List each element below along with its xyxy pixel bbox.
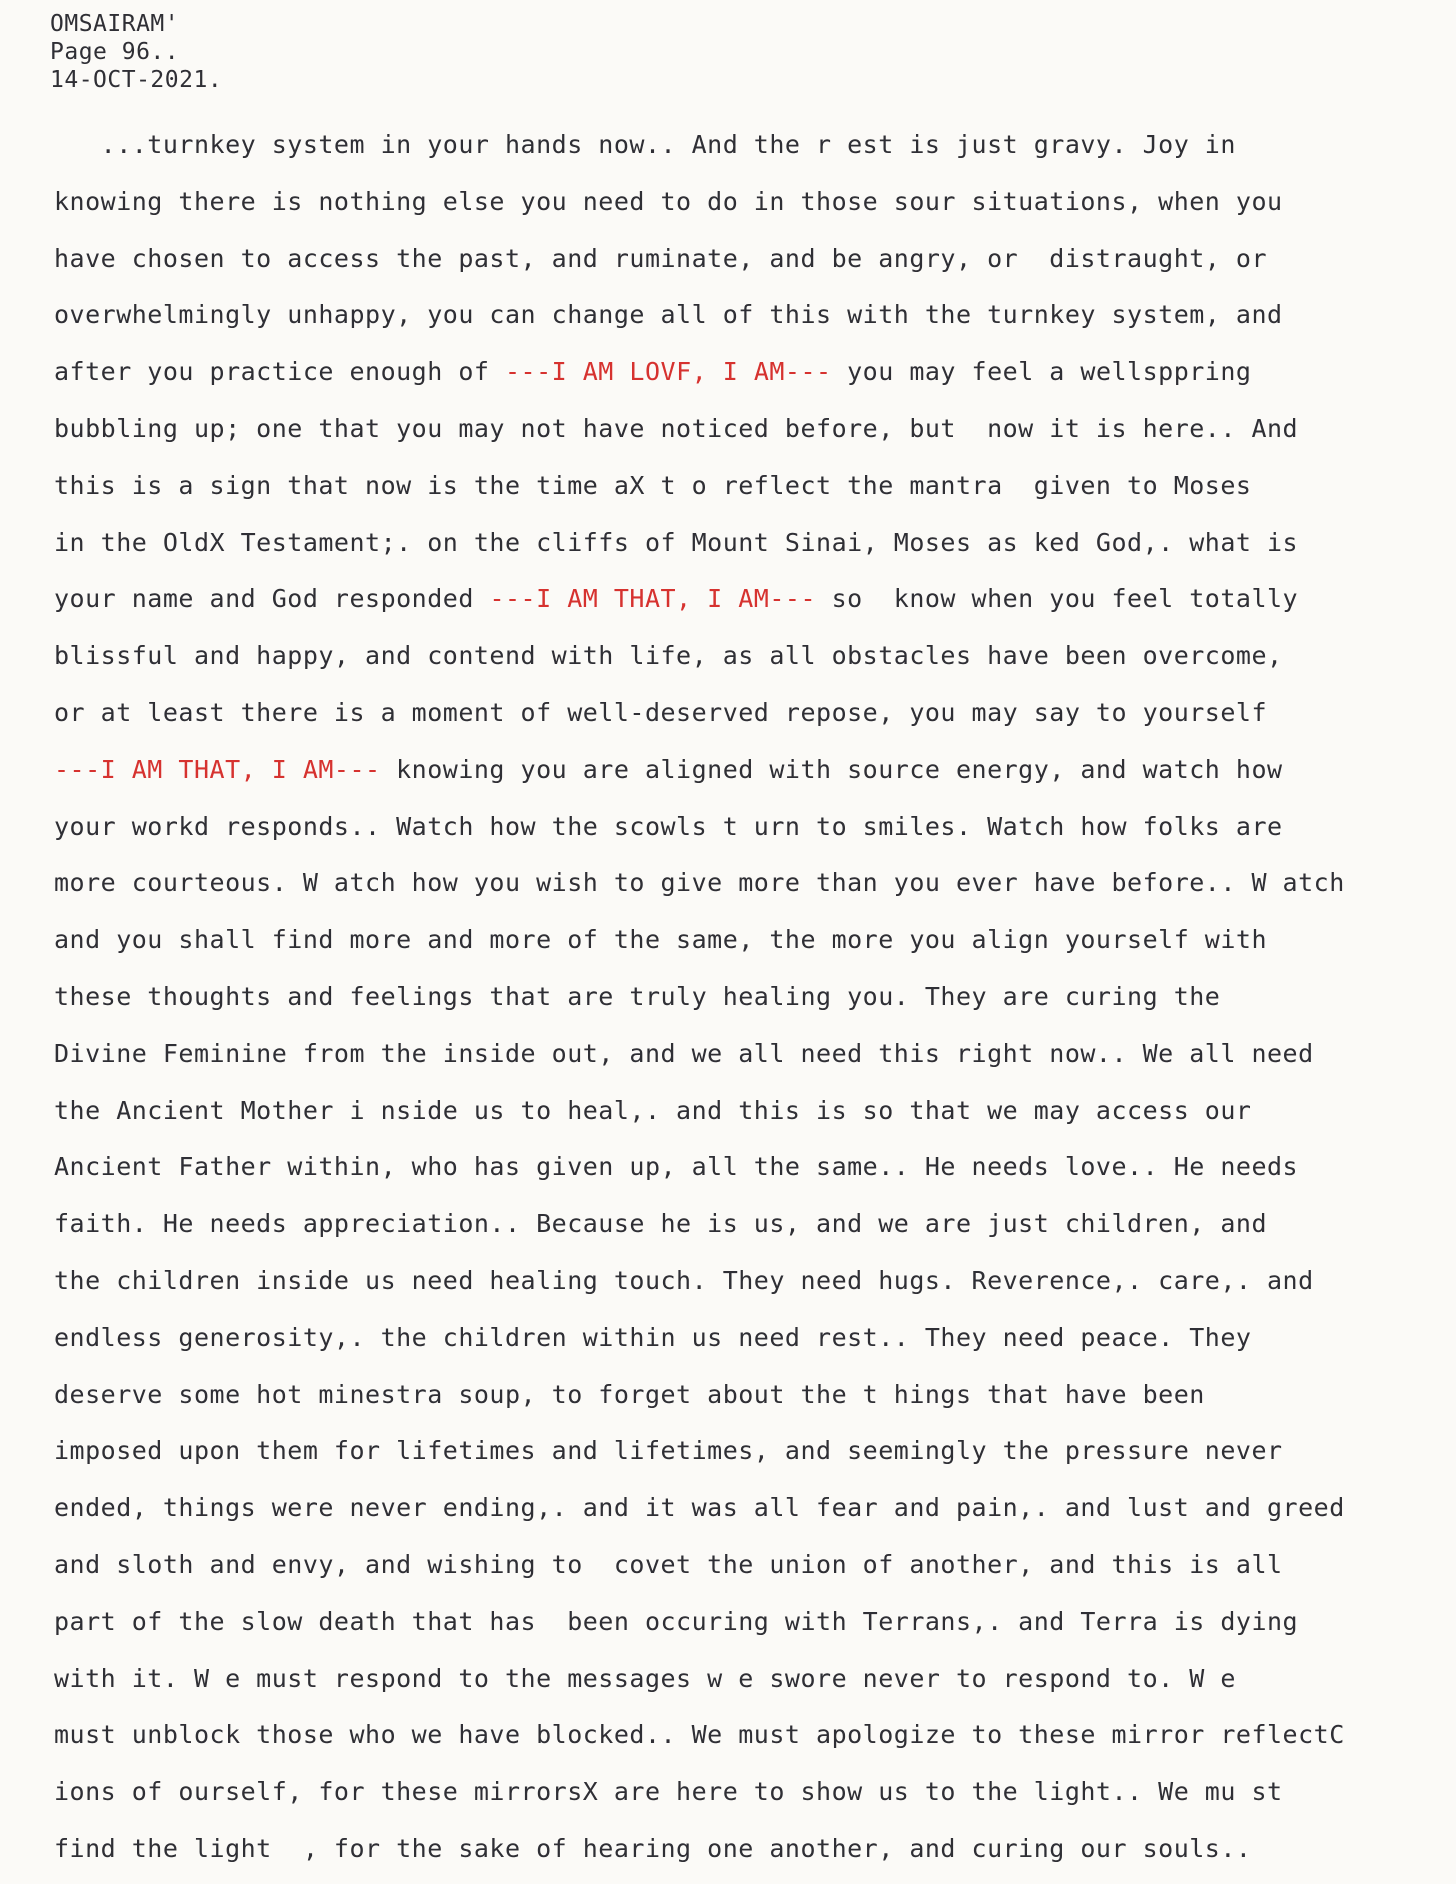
line-text: the Ancient Mother i nside us to heal,. and this is so that we may access our: [54, 1095, 1252, 1125]
text-line: [54, 1594, 1454, 1651]
line-text: and sloth and envy, and wishing to covet the union of another, and this is all: [54, 1549, 1283, 1579]
line-text: or at least there is a moment of well-deserved repose, you may say to yourself: [54, 697, 1267, 727]
line-text: deserve some hot minestra soup, to forget about the t hings that have been: [54, 1379, 1205, 1409]
text-line: [54, 912, 1454, 969]
line-text: your workd responds.. Watch how the scowls t urn to smiles. Watch how folks are: [54, 811, 1283, 841]
line-text: bubbling up; one that you may not have noticed before, but now it is here.. And: [54, 413, 1299, 443]
text-line: [54, 401, 1454, 458]
page-number: Page 96..: [50, 39, 180, 65]
line-text: ions of ourself, for these mirrorsX are here to show us to the light.. We mu st: [54, 1777, 1283, 1807]
text-line: [54, 1196, 1454, 1253]
text-line: [54, 969, 1454, 1026]
line-text: part of the slow death that has been occuring with Terrans,. and Terra is dying: [54, 1606, 1299, 1636]
text-line: [54, 855, 1454, 912]
mantra-text: ---I AM LOVF, I AM---: [505, 357, 832, 387]
body-text: [54, 117, 1454, 1878]
line-text: after you practice enough of: [54, 357, 505, 387]
line-text: have chosen to access the past, and ruminate, and be angry, or distraught, or: [54, 243, 1267, 273]
line-text: so know when you feel totally: [816, 584, 1299, 614]
text-line: [54, 1423, 1454, 1480]
line-text: overwhelmingly unhappy, you can change all of this with the turnkey system, and: [54, 300, 1283, 330]
line-text: in the OldX Testament;. on the cliffs of Mount Sinai, Moses as ked God,. what is: [54, 527, 1299, 557]
line-text: the children inside us need healing touch. They need hugs. Reverence,. care,. and: [54, 1265, 1314, 1295]
line-text: this is a sign that now is the time aX t o reflect the mantra given to Moses: [54, 470, 1252, 500]
text-line: [54, 231, 1454, 288]
text-line: [54, 1707, 1454, 1764]
text-line: [54, 1367, 1454, 1424]
text-line: [54, 1537, 1454, 1594]
line-text: faith. He needs appreciation.. Because he is us, and we are just children, and: [54, 1209, 1267, 1239]
line-text: imposed upon them for lifetimes and lifetimes, and seemingly the pressure never: [54, 1436, 1283, 1466]
line-text: you may feel a wellsppring: [831, 357, 1252, 387]
line-text: with it. W e must respond to the messages w e swore never to respond to. W e: [54, 1663, 1236, 1693]
line-text: Ancient Father within, who has given up, all the same.. He needs love.. He needs: [54, 1152, 1299, 1182]
header-title: OMSAIRAM': [50, 11, 180, 37]
line-text: knowing you are aligned with source energy, and watch how: [380, 754, 1283, 784]
line-text: ...turnkey system in your hands now.. And the r est is just gravy. Joy in: [54, 130, 1236, 159]
text-line: [54, 742, 1454, 799]
text-line: [54, 458, 1454, 515]
text-line: [54, 117, 1454, 174]
text-line: [54, 1026, 1454, 1083]
text-line: [54, 287, 1454, 344]
text-line: [54, 1139, 1454, 1196]
text-line: [54, 344, 1454, 401]
line-text: and you shall find more and more of the same, the more you align yourself with: [54, 925, 1267, 955]
text-line: [54, 1310, 1454, 1367]
text-line: [54, 1821, 1454, 1878]
line-text: ended, things were never ending,. and it was all fear and pain,. and lust and greed: [54, 1493, 1345, 1523]
line-text: must unblock those who we have blocked.. We must apologize to these mirror reflectC: [54, 1720, 1345, 1750]
mantra-text: ---I AM THAT, I AM---: [489, 584, 817, 614]
text-line: [54, 1083, 1454, 1140]
text-line: [54, 1253, 1454, 1310]
text-line: [54, 1480, 1454, 1537]
header-date: 14-OCT-2021.: [50, 67, 223, 93]
mantra-text: ---I AM THAT, I AM---: [54, 754, 381, 784]
line-text: these thoughts and feelings that are truly healing you. They are curing the: [54, 981, 1221, 1011]
text-line: [54, 174, 1454, 231]
line-text: Divine Feminine from the inside out, and we all need this right now.. We all need: [54, 1038, 1314, 1068]
line-text: find the light , for the sake of hearing one another, and curing our souls..: [54, 1833, 1252, 1863]
line-text: more courteous. W atch how you wish to give more than you ever have before.. W atch: [54, 868, 1345, 898]
text-line: [54, 1764, 1454, 1821]
line-text: endless generosity,. the children within us need rest.. They need peace. They: [54, 1322, 1252, 1352]
text-line: [54, 799, 1454, 856]
text-line: [54, 571, 1454, 628]
line-text: knowing there is nothing else you need to do in those sour situations, when you: [54, 186, 1283, 216]
text-line: [54, 1651, 1454, 1708]
line-text: blissful and happy, and contend with life, as all obstacles have been overcome,: [54, 641, 1283, 671]
text-line: [54, 685, 1454, 742]
page-header: [50, 10, 222, 94]
line-text: your name and God responded: [54, 584, 490, 614]
text-line: [54, 515, 1454, 572]
text-line: [54, 628, 1454, 685]
